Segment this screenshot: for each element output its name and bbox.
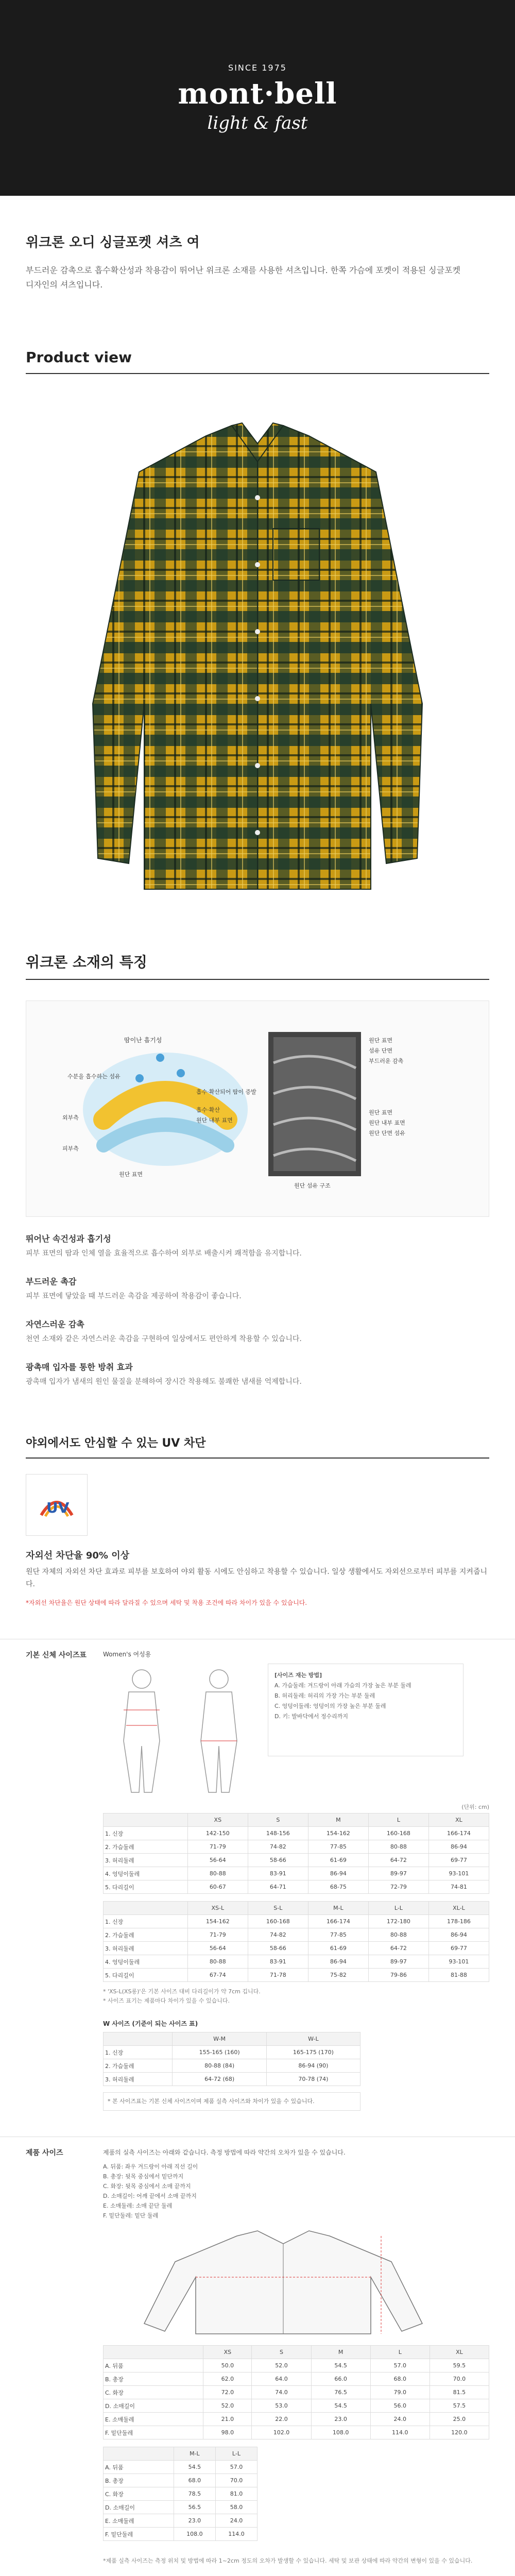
body-size-label: 기본 신체 사이즈표: [26, 1651, 87, 1659]
uv-heading: 자외선 차단율 90% 이상: [26, 1550, 129, 1561]
table-cell: 165-175 (170): [266, 2046, 360, 2059]
table-cell: 24.0: [215, 2514, 257, 2528]
table-cell: 81.5: [430, 2386, 489, 2399]
table-row: [104, 1854, 489, 1867]
diagram-label: 원단 내부 표면: [196, 1117, 233, 1124]
table-cell: 78.5: [174, 2487, 215, 2501]
w-size-note: * 본 사이즈표는 기본 신체 사이즈이며 제품 실측 사이즈와 차이가 있을 수 있습니다.: [103, 2092, 360, 2111]
table-cell: 56-64: [187, 1854, 248, 1867]
table-cell: 86-94 (90): [266, 2059, 360, 2073]
table-cell: 52.0: [252, 2359, 311, 2372]
table-cell: 74-82: [248, 1928, 308, 1942]
diagram-label: 흡수·확산되어 땀이 증발: [196, 1089, 256, 1095]
product-title: 위크론 오디 싱글포켓 셔츠 여: [26, 235, 200, 250]
table-cell: 80-88: [368, 1928, 428, 1942]
table-cell: 98.0: [203, 2426, 252, 2439]
table-cell: 58-66: [248, 1942, 308, 1955]
feature-text: 천연 소재와 같은 자연스러운 촉감을 구현하여 일상에서도 편안하게 착용할 수 있습니다.: [26, 1335, 302, 1343]
table-cell: 166-174: [428, 1827, 489, 1840]
table-cell: A. 뒤품: [104, 2359, 203, 2372]
feature-title: 뛰어난 속건성과 흡기성: [26, 1234, 111, 1244]
table-row: [104, 2487, 258, 2501]
table-cell: 93-101: [428, 1955, 489, 1969]
table-cell: E. 소매둘레: [104, 2514, 174, 2528]
table-header: XL-L: [428, 1902, 489, 1915]
product-view-section: [0, 349, 515, 910]
table-cell: A. 뒤품: [104, 2461, 174, 2474]
table-cell: 166-174: [308, 1915, 368, 1928]
body-figure-illustration: [103, 1664, 258, 1798]
uv-badge: [26, 1474, 88, 1536]
body-figure-area: [103, 1664, 489, 1798]
table-header: [104, 2032, 173, 2046]
product-size-points: [103, 2162, 489, 2221]
table-header: XS-L: [187, 1902, 248, 1915]
feature-item: [26, 1275, 489, 1302]
table-cell: 62.0: [203, 2372, 252, 2386]
table-row: [104, 2461, 258, 2474]
diagram-label: 외부측: [62, 1114, 79, 1121]
table-header: W-M: [173, 2032, 266, 2046]
table-header: [104, 1814, 188, 1827]
table-row: [104, 2046, 360, 2059]
chart-title: Women's 여성용: [103, 1651, 151, 1658]
table-cell: 56.0: [370, 2399, 430, 2413]
table-header: L: [370, 2346, 430, 2359]
table-cell: 142-150: [187, 1827, 248, 1840]
table-row: [104, 2399, 489, 2413]
table-header: L-L: [215, 2447, 257, 2461]
table-cell: 102.0: [252, 2426, 311, 2439]
feature-text: 피부 표면에 닿았을 때 부드러운 촉감을 제공하여 착용감이 좋습니다.: [26, 1292, 242, 1300]
table-cell: 160-168: [368, 1827, 428, 1840]
diagram-label: 흡수·확산: [196, 1107, 220, 1113]
table-header: M-L: [174, 2447, 215, 2461]
table-cell: 5. 다리길이: [104, 1969, 188, 1982]
uv-title: 야외에서도 안심할 수 있는 UV 차단: [26, 1437, 206, 1450]
table-cell: 57.0: [215, 2461, 257, 2474]
table-cell: 4. 엉덩이둘레: [104, 1955, 188, 1969]
measure-point: F. 밑단둘레: 밑단 둘레: [103, 2212, 159, 2219]
table-row: [104, 2386, 489, 2399]
table-cell: 1. 신장: [104, 2046, 173, 2059]
table-row: [104, 1880, 489, 1894]
table-cell: 69-77: [428, 1854, 489, 1867]
fabric-title: 위크론 소재의 특징: [26, 954, 147, 971]
table-cell: 76.5: [311, 2386, 370, 2399]
table-cell: D. 소매길이: [104, 2399, 203, 2413]
product-size-intro: 제품의 실측 사이즈는 아래와 같습니다. 측정 방법에 따라 약간의 오차가 있을 수 있습니다.: [103, 2149, 346, 2156]
feature-item: [26, 1361, 489, 1388]
table-row: [104, 1955, 489, 1969]
table-header: M-L: [308, 1902, 368, 1915]
feature-title: 자연스러운 감촉: [26, 1319, 84, 1329]
product-size-table-long: [103, 2447, 258, 2541]
micro-label: 원단 내부 표면: [369, 1120, 405, 1126]
brand-tagline: light & fast: [207, 112, 308, 133]
body-size-row: [0, 1639, 515, 2121]
product-size-label: 제품 사이즈: [26, 2149, 63, 2157]
measure-line: B. 허리둘레: 허리의 가장 가는 부분 둘레: [274, 1692, 375, 1699]
micro-label: 부드러운 감촉: [369, 1058, 404, 1064]
table-cell: 64-72 (68): [173, 2073, 266, 2086]
table-cell: 64-72: [368, 1942, 428, 1955]
table-header: M: [308, 1814, 368, 1827]
table-row: [104, 1928, 489, 1942]
table-header: M: [311, 2346, 370, 2359]
table-row: [104, 1840, 489, 1854]
product-size-table: [103, 2345, 489, 2439]
fabric-diagram: [26, 1001, 489, 1217]
table-cell: 114.0: [370, 2426, 430, 2439]
table-header: [104, 1902, 188, 1915]
table-cell: 72-79: [368, 1880, 428, 1894]
table-cell: 1. 신장: [104, 1915, 188, 1928]
table-cell: 50.0: [203, 2359, 252, 2372]
table-header: XS: [203, 2346, 252, 2359]
table-cell: 74-81: [428, 1880, 489, 1894]
table-cell: 74.0: [252, 2386, 311, 2399]
table-cell: 108.0: [311, 2426, 370, 2439]
table-cell: 71-79: [187, 1840, 248, 1854]
table-cell: 56-64: [187, 1942, 248, 1955]
table-row: [104, 1915, 489, 1928]
table-cell: 54.5: [174, 2461, 215, 2474]
table-cell: 24.0: [370, 2413, 430, 2426]
measure-point: C. 화장: 뒷목 중심에서 소매 끝까지: [103, 2183, 191, 2190]
table-cell: 114.0: [215, 2528, 257, 2541]
table-cell: 68-75: [308, 1880, 368, 1894]
table-cell: 120.0: [430, 2426, 489, 2439]
table-cell: 3. 허리둘레: [104, 1942, 188, 1955]
table-cell: 54.5: [311, 2399, 370, 2413]
table-cell: 23.0: [174, 2514, 215, 2528]
micro-label: 섬유 단면: [369, 1047, 393, 1054]
table-cell: 154-162: [187, 1915, 248, 1928]
table-header: XS: [187, 1814, 248, 1827]
feature-title: 부드러운 촉감: [26, 1277, 77, 1286]
table-cell: 56.5: [174, 2501, 215, 2514]
table-cell: 155-165 (160): [173, 2046, 266, 2059]
table-cell: 1. 신장: [104, 1827, 188, 1840]
micro-label: 원단 단면 섬유: [369, 1130, 405, 1137]
table-cell: 2. 가슴둘레: [104, 1840, 188, 1854]
product-size-note: *제품 실측 사이즈는 측정 위치 및 방법에 따라 1~2cm 정도의 오차가 발생할 수 있습니다. 세탁 및 보관 상태에 따라 약간의 변형이 있을 수 있습니다.: [103, 2557, 473, 2564]
table-cell: 89-97: [368, 1955, 428, 1969]
table-cell: 172-180: [368, 1915, 428, 1928]
table-header: L-L: [368, 1902, 428, 1915]
table-row: [104, 2359, 489, 2372]
body-size-body: [103, 1639, 515, 2121]
table-row: [104, 1969, 489, 1982]
table-row: [104, 2426, 489, 2439]
unit-label: (단위: cm): [461, 1804, 489, 1810]
measure-point: D. 소매길이: 어깨 끝에서 소매 끝까지: [103, 2193, 197, 2199]
table-cell: 75-82: [308, 1969, 368, 1982]
table-header: XL: [428, 1814, 489, 1827]
micro-label: 원단 표면: [369, 1109, 393, 1116]
table-header: [104, 2346, 203, 2359]
table-cell: 72.0: [203, 2386, 252, 2399]
table-cell: 77-85: [308, 1840, 368, 1854]
table-cell: 57.0: [370, 2359, 430, 2372]
table-cell: 64-71: [248, 1880, 308, 1894]
feature-text: 광촉매 입자가 냄새의 원인 물질을 분해하여 장시간 착용해도 불쾌한 냄새를 억제합니다.: [26, 1378, 302, 1386]
product-description: 부드러운 감촉으로 흡수확산성과 착용감이 뛰어난 위크론 소재를 사용한 셔츠입니다. 한쪽 가슴에 포켓이 적용된 싱글포켓 디자인의 셔츠입니다.: [26, 265, 461, 290]
table-cell: 61-69: [308, 1854, 368, 1867]
product-size-row: [0, 2137, 515, 2576]
size-table-w: [103, 2032, 360, 2086]
product-view-title: Product view: [26, 349, 132, 366]
table-cell: 80-88: [368, 1840, 428, 1854]
table-cell: 22.0: [252, 2413, 311, 2426]
table-cell: 81.0: [215, 2487, 257, 2501]
measure-point: A. 뒤품: 좌우 겨드랑이 아래 직선 길이: [103, 2163, 198, 2170]
table-cell: 77-85: [308, 1928, 368, 1942]
w-size-title: W 사이즈 (기준이 되는 사이즈 표): [103, 2020, 198, 2027]
table-cell: F. 밑단둘레: [104, 2426, 203, 2439]
table-cell: 53.0: [252, 2399, 311, 2413]
table-cell: 108.0: [174, 2528, 215, 2541]
table-cell: 70-78 (74): [266, 2073, 360, 2086]
fabric-section: [0, 951, 515, 1388]
measure-point: B. 총장: 뒷목 중심에서 밑단까지: [103, 2173, 184, 2180]
table-row: [104, 2059, 360, 2073]
table-cell: 21.0: [203, 2413, 252, 2426]
table-cell: 69-77: [428, 1942, 489, 1955]
micro-label: 원단 표면: [369, 1037, 393, 1044]
table-row: [104, 2514, 258, 2528]
table-cell: 59.5: [430, 2359, 489, 2372]
table-cell: 68.0: [370, 2372, 430, 2386]
brand-since: SINCE 1975: [228, 62, 287, 73]
feature-text: 피부 표면의 땀과 인체 열을 효율적으로 흡수하여 외부로 배출시켜 쾌적함을 유지합니다.: [26, 1249, 302, 1258]
table-cell: 81-88: [428, 1969, 489, 1982]
table-cell: 86-94: [308, 1955, 368, 1969]
size-note-line: * 'XS-L(XS롱)'은 기본 사이즈 대비 다리길이가 약 7cm 깁니다.: [103, 1988, 261, 1995]
table-cell: 74-82: [248, 1840, 308, 1854]
table-cell: 52.0: [203, 2399, 252, 2413]
uv-icon: [36, 1484, 77, 1526]
table-cell: 54.5: [311, 2359, 370, 2372]
table-cell: 71-78: [248, 1969, 308, 1982]
table-cell: 70.0: [430, 2372, 489, 2386]
table-cell: 80-88: [187, 1867, 248, 1880]
table-cell: 80-88: [187, 1955, 248, 1969]
table-row: [104, 1867, 489, 1880]
table-cell: 154-162: [308, 1827, 368, 1840]
table-cell: 83-91: [248, 1867, 308, 1880]
brand-logo: mont·bell: [178, 76, 337, 111]
table-cell: 160-168: [248, 1915, 308, 1928]
table-cell: 89-97: [368, 1867, 428, 1880]
diagram-label: 땀이난 흡기성: [124, 1037, 162, 1044]
table-cell: 58.0: [215, 2501, 257, 2514]
table-row: [104, 2372, 489, 2386]
table-cell: 3. 허리둘레: [104, 1854, 188, 1867]
table-cell: 4. 엉덩이둘레: [104, 1867, 188, 1880]
table-cell: C. 화장: [104, 2487, 174, 2501]
table-header: S-L: [248, 1902, 308, 1915]
table-cell: 2. 가슴둘레: [104, 1928, 188, 1942]
flat-shirt-illustration: [103, 2226, 464, 2339]
table-header: [104, 2447, 174, 2461]
size-note: [103, 1987, 489, 2006]
table-cell: B. 총장: [104, 2372, 203, 2386]
product-photo: [62, 395, 453, 910]
micro-caption: 원단 섬유 구조: [294, 1182, 331, 1189]
uv-note: *자외선 차단율은 원단 상태에 따라 달라질 수 있으며 세탁 및 착용 조건에 따라 차이가 있을 수 있습니다.: [26, 1599, 307, 1606]
diagram-label: 수분을 흡수하는 섬유: [67, 1073, 121, 1080]
table-cell: 83-91: [248, 1955, 308, 1969]
size-table-2: [103, 1901, 489, 1982]
table-header: S: [248, 1814, 308, 1827]
table-cell: 58-66: [248, 1854, 308, 1867]
table-cell: 5. 다리길이: [104, 1880, 188, 1894]
table-row: [104, 1942, 489, 1955]
table-row: [104, 2501, 258, 2514]
feature-title: 광촉매 입자를 통한 방취 효과: [26, 1362, 133, 1372]
fabric-diagram-illustration: [26, 1001, 489, 1216]
table-cell: 86-94: [308, 1867, 368, 1880]
table-cell: 2. 가슴둘레: [104, 2059, 173, 2073]
table-cell: D. 소매길이: [104, 2501, 174, 2514]
table-cell: 93-101: [428, 1867, 489, 1880]
size-table-1: [103, 1813, 489, 1894]
divider: [26, 1458, 489, 1459]
table-cell: B. 총장: [104, 2474, 174, 2487]
feature-item: [26, 1318, 489, 1345]
measure-line: D. 키: 발바닥에서 정수리까지: [274, 1713, 349, 1720]
table-cell: 57.5: [430, 2399, 489, 2413]
uv-section: [0, 1434, 515, 1608]
table-cell: 68.0: [174, 2474, 215, 2487]
table-cell: 178-186: [428, 1915, 489, 1928]
diagram-label: 피부측: [62, 1145, 79, 1152]
measure-line: A. 가슴둘레: 겨드랑이 아래 가슴의 가장 높은 부분 둘레: [274, 1682, 411, 1689]
table-header: XL: [430, 2346, 489, 2359]
uv-text: 원단 자체의 자외선 차단 효과로 피부를 보호하여 야외 활동 시에도 안심하고 착용할 수 있습니다. 일상 생활에서도 자외선으로부터 피부를 지켜줍니다.: [26, 1568, 487, 1588]
shirt-illustration: [62, 395, 453, 910]
table-cell: 79.0: [370, 2386, 430, 2399]
table-cell: 86-94: [428, 1840, 489, 1854]
table-cell: 86-94: [428, 1928, 489, 1942]
table-cell: F. 밑단둘레: [104, 2528, 174, 2541]
brand-header: [0, 0, 515, 196]
table-row: [104, 2413, 489, 2426]
table-header: S: [252, 2346, 311, 2359]
table-row: [104, 1827, 489, 1840]
table-cell: 60-67: [187, 1880, 248, 1894]
table-row: [104, 2528, 258, 2541]
table-cell: C. 화장: [104, 2386, 203, 2399]
table-cell: 64-72: [368, 1854, 428, 1867]
table-cell: 71-79: [187, 1928, 248, 1942]
table-cell: 64.0: [252, 2372, 311, 2386]
table-cell: 80-88 (84): [173, 2059, 266, 2073]
table-cell: 70.0: [215, 2474, 257, 2487]
table-cell: 66.0: [311, 2372, 370, 2386]
table-row: [104, 2474, 258, 2487]
measure-guide: [268, 1664, 464, 1756]
table-cell: 67-74: [187, 1969, 248, 1982]
measure-title: [사이즈 재는 방법]: [274, 1672, 322, 1679]
measure-point: E. 소매둘레: 소매 끝단 둘레: [103, 2202, 173, 2209]
product-size-body: [103, 2137, 515, 2576]
table-cell: 25.0: [430, 2413, 489, 2426]
table-header: W-L: [266, 2032, 360, 2046]
divider: [26, 373, 489, 374]
table-header: L: [368, 1814, 428, 1827]
table-cell: 61-69: [308, 1942, 368, 1955]
table-cell: 79-86: [368, 1969, 428, 1982]
table-cell: 23.0: [311, 2413, 370, 2426]
measure-line: C. 엉덩이둘레: 엉덩이의 가장 높은 부분 둘레: [274, 1703, 386, 1709]
feature-item: [26, 1232, 489, 1260]
table-cell: 3. 허리둘레: [104, 2073, 173, 2086]
diagram-label: 원단 표면: [119, 1171, 143, 1178]
uv-badge-text: UV: [46, 1499, 70, 1516]
table-cell: E. 소매둘레: [104, 2413, 203, 2426]
size-note-line: * 사이즈 표기는 제품마다 차이가 있을 수 있습니다.: [103, 1997, 230, 2004]
table-cell: 148-156: [248, 1827, 308, 1840]
divider: [26, 979, 489, 980]
intro-section: [0, 232, 515, 292]
table-row: [104, 2073, 360, 2086]
